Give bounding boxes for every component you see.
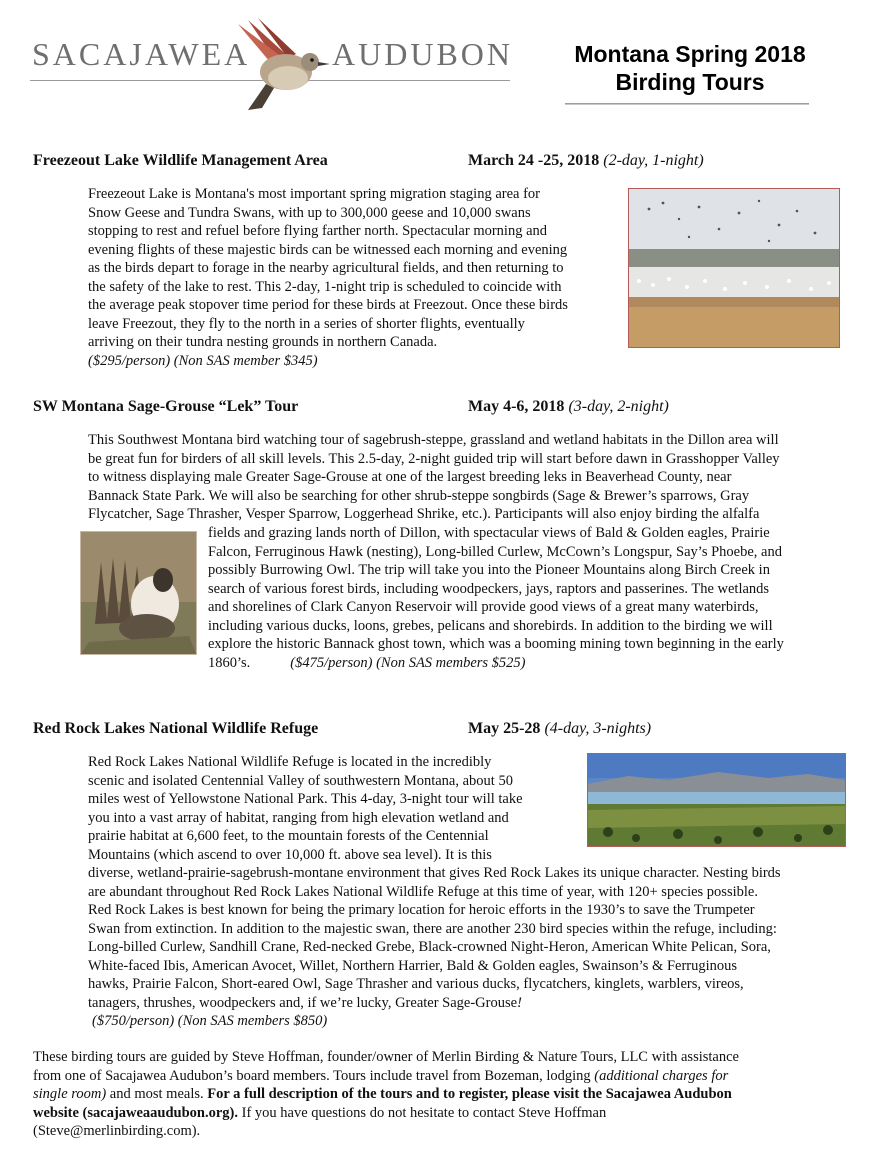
tour-2-date-text: May 4-6, 2018	[468, 398, 565, 415]
logo-right-word: AUDUBON	[332, 36, 513, 72]
tour-2-line: Bannack State Park. We will also be searching for other shrub-steppe songbirds (Sage & Brewer’s sparrows, Gray	[88, 487, 750, 504]
tour-3-name: Red Rock Lakes National Wildlife Refuge	[33, 720, 319, 737]
tour-3-line: White-faced Ibis, American Avocet, Willet, Northern Harrier, Bald & Golden eagles, Swainson’s & Ferruginous	[88, 957, 738, 974]
flicker-bird-icon	[218, 14, 338, 114]
sage-grouse-photo	[80, 531, 197, 655]
tour-1-line: Freezeout Lake is Montana's most important spring migration staging area for	[88, 186, 540, 202]
tour-2-line: This Southwest Montana bird watching tour of sagebrush-steppe, grassland and wetland habitats in the Dillon area will	[88, 432, 779, 448]
footer-text: and most meals.	[106, 1086, 208, 1102]
logo-left-word: SACAJAWEA	[32, 36, 251, 72]
tour-1-line: leave Freezout, they fly to the north in a series of shorter flights, eventually	[88, 315, 525, 332]
sage-grouse-photo-image	[81, 532, 196, 654]
tour-3-line: Red Rock Lakes is best known for being the primary location for heroic efforts in the 1930’s to save the Trumpeter	[88, 902, 755, 918]
tour-2-line: including various ducks, loons, grebes, pelicans and shorebirds. In addition to the birding we will	[208, 617, 773, 634]
footer-line	[33, 1067, 845, 1086]
title-underline	[565, 103, 809, 105]
tour-2-last-line	[208, 654, 868, 673]
tour-2-description-wrapped	[208, 524, 868, 672]
tour-1-line: Snow Geese and Tundra Swans, with up to 300,000 geese and 10,000 swans	[88, 204, 531, 221]
footer-text: If you have questions do not hesitate to contact Steve Hoffman	[238, 1104, 607, 1121]
tour-3-line: Swan from extinction. In addition to the majestic swan, there are another 230 bird species within the refuge, including:	[88, 920, 777, 937]
tour-3-line: Red Rock Lakes National Wildlife Refuge is located in the incredibly	[88, 754, 492, 770]
tour-1-price: ($295/person) (Non SAS member $345)	[88, 352, 318, 369]
tour-1-line: evening flights of these majestic birds can be witnessed each morning and evening	[88, 241, 568, 258]
tour-3-line: you into a vast array of habitat, ranging from high elevation wetland and	[88, 809, 509, 826]
tour-3-line: Long-billed Curlew, Sandhill Crane, Red-necked Grebe, Black-crowned Night-Heron, American White Pelican, Sora,	[88, 939, 771, 955]
footer-italic: (additional charges for	[594, 1067, 729, 1084]
footer-line: These birding tours are guided by Steve Hoffman, founder/owner of Merlin Birding & Nature Tours, LLC with assistance	[33, 1049, 739, 1065]
tour-3-last-text: tanagers, thrushes, woodpeckers and, if we’re lucky, Greater Sage-Grouse	[88, 994, 518, 1011]
footer-text: from one of Sacajawea Audubon’s board members. Tours include travel from Bozeman, lodging	[33, 1067, 595, 1084]
footer-email: (Steve@merlinbirding.com).	[33, 1123, 201, 1139]
tour-3-line: hawks, Prairie Falcon, Short-eared Owl, Sage Thrasher and various ducks, flycatchers, kinglets, warblers, vireos,	[88, 976, 744, 992]
tour-1-line: arriving on their tundra nesting grounds in northern Canada.	[88, 334, 438, 350]
tour-3-line: miles west of Yellowstone National Park. This 4-day, 3-night tour will take	[88, 791, 523, 807]
tour-2-line: fields and grazing lands north of Dillon, with spectacular views of Bald & Golden eagles, Prairie	[208, 525, 770, 541]
red-rock-lakes-photo	[587, 753, 846, 847]
tour-3-date-text: May 25-28	[468, 720, 541, 737]
snow-geese-photo-image	[629, 189, 839, 347]
footer-line	[33, 1085, 845, 1104]
tour-3-date	[468, 719, 651, 739]
tour-1-date	[468, 151, 704, 171]
tour-3-line: scenic and isolated Centennial Valley of southwestern Montana, about 50	[88, 772, 513, 789]
tour-3-description-wrapped	[88, 753, 583, 864]
tour-2-name: SW Montana Sage-Grouse “Lek” Tour	[33, 398, 299, 415]
tour-3-description-full	[88, 864, 858, 1031]
tour-2-line: Falcon, Ferruginous Hawk (nesting), Long-billed Curlew, McCown’s Longspur, Say’s Phoebe, and	[208, 543, 782, 560]
tour-2-line: explore the historic Bannack ghost town, which was a booming mining town beginning in the early	[208, 636, 784, 652]
tour-3-line: are abundant throughout Red Rock Lakes National Wildlife Refuge at this time of year, with 120+ species possible.	[88, 883, 758, 900]
footer-paragraph	[33, 1048, 845, 1141]
tour-2-line: to witness displaying male Greater Sage-Grouse at one of the largest breeding leks in Beaverhead County, near	[88, 469, 732, 485]
tour-2-description-top	[88, 431, 858, 524]
tour-1-line: the average peak stopover time period for these birds at Freezout. Once these birds	[88, 297, 568, 313]
tour-2-line: possibly Burrowing Owl. The trip will take you into the Pioneer Mountains along Birch Creek in	[208, 562, 770, 578]
footer-line	[33, 1104, 845, 1123]
tour-1-description	[88, 185, 618, 370]
footer-bold: For a full description of the tours and to register, please visit the Sacajawea Audubon	[207, 1086, 732, 1102]
tour-3-line: prairie habitat at 6,600 feet, to the mountain forests of the Centennial	[88, 828, 489, 844]
tour-2-last-text: 1860’s.	[208, 654, 251, 671]
tour-3-duration: (4-day, 3-nights)	[544, 720, 652, 737]
tour-1-line: stopping to rest and refuel before flying farther north. Spectacular morning and	[88, 223, 548, 239]
tour-3-line: diverse, wetland-prairie-sagebrush-montane environment that gives Red Rock Lakes its unique character. Nesting birds	[88, 865, 781, 881]
tour-2-line: Flycatcher, Sage Thrasher, Vesper Sparrow, Loggerhead Shrike, etc.). Participants will also enjoy birding the alfalfa	[88, 506, 760, 522]
tour-3-price: ($750/person) (Non SAS members $850)	[92, 1013, 328, 1029]
tour-2-line: be great fun for birders of all skill levels. This 2.5-day, 2-night guided trip will start before dawn in Grasshopper Valley	[88, 450, 780, 467]
snow-geese-photo	[628, 188, 840, 348]
tour-3-line: Mountains (which ascend to over 10,000 ft. above sea level). It is this	[88, 846, 492, 863]
title-line-2: Birding Tours	[615, 69, 765, 95]
red-rock-lakes-photo-image	[588, 754, 845, 846]
tour-1-line: the safety of the lake to rest. This 2-day, 1-night trip is scheduled to coincide with	[88, 278, 562, 295]
footer-italic: single room)	[33, 1086, 107, 1102]
footer-website: website (sacajaweaaudubon.org).	[33, 1104, 239, 1121]
tour-2-line: search of various forest birds, including woodpeckers, jays, raptors and passerines. The wetlands	[208, 580, 770, 597]
tour-2-line: and shorelines of Clark Canyon Reservoir will provide good views of a great many waterbirds,	[208, 599, 759, 615]
tour-2-price: ($475/person) (Non SAS members $525)	[290, 654, 526, 671]
tour-1-duration: (2-day, 1-night)	[603, 152, 704, 169]
tour-3-last-mark: !	[517, 994, 522, 1011]
tour-3-line	[88, 994, 858, 1013]
tour-2-date	[468, 397, 669, 417]
tour-1-date-text: March 24 -25, 2018	[468, 152, 600, 169]
tour-2-duration: (3-day, 2-night)	[568, 398, 669, 415]
tour-1-name: Freezeout Lake Wildlife Management Area	[33, 152, 328, 169]
title-line-1: Montana Spring 2018	[574, 41, 806, 67]
tour-1-line: as the birds depart to forage in the nearby agricultural fields, and then returning to	[88, 260, 564, 276]
page-title	[540, 40, 840, 96]
